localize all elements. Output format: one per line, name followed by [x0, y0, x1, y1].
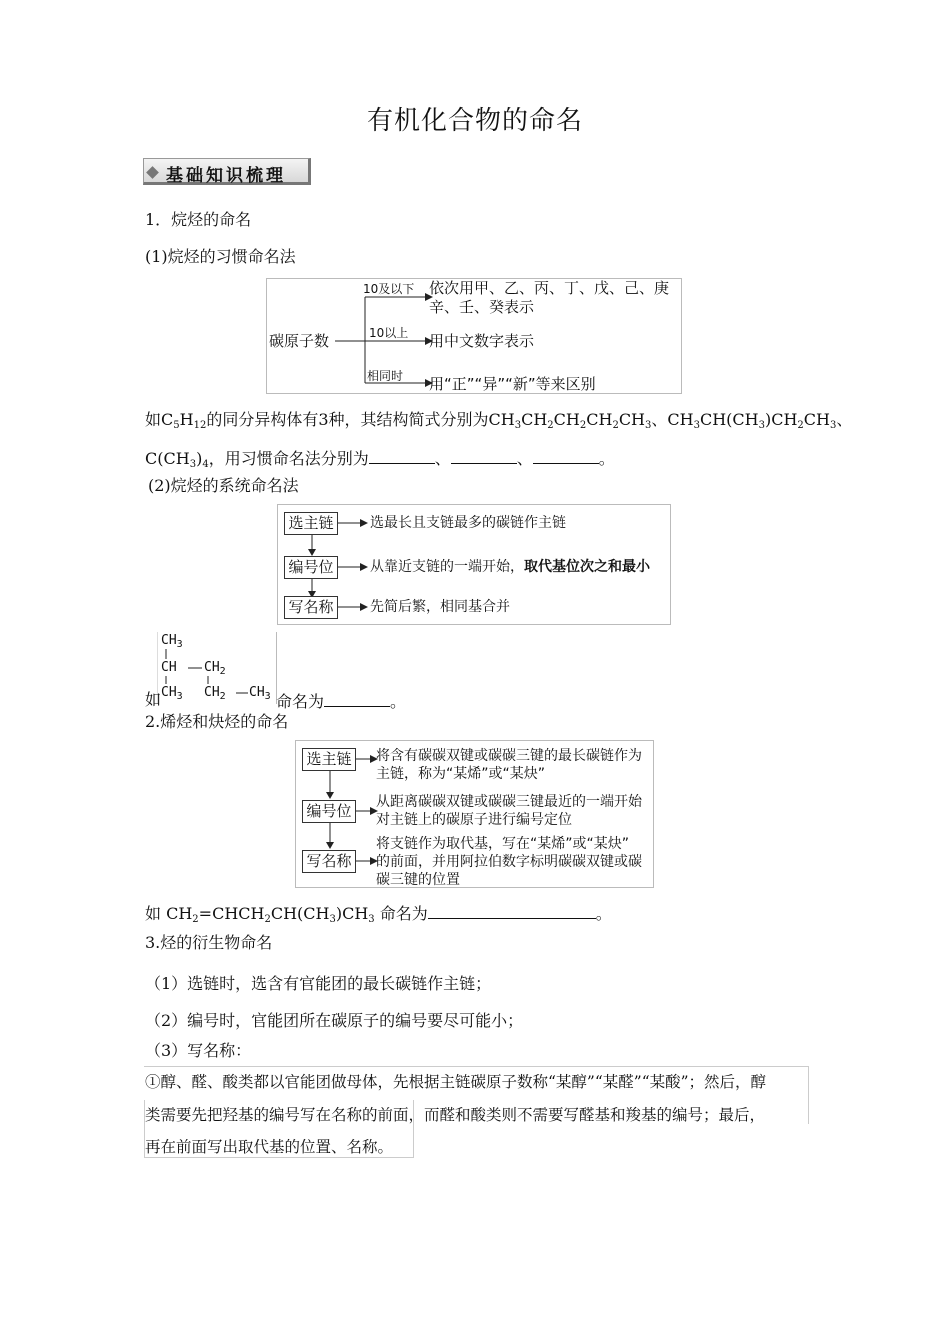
struct-ch2-bottom: $CH_2$ [204, 685, 226, 702]
alkene-step3-l1: 将支链作为取代基，写在“某烯”或“某炔” [376, 836, 630, 852]
alkene-step-number: 编号位 [302, 800, 356, 823]
section3-p1: （1）选链时，选含有官能团的最长碳链作主链； [145, 974, 492, 993]
step1-desc: 选最长且支链最多的碳链作主链 [370, 515, 566, 531]
alkene-step1-l2: 主链，称为“某烯”或“某炔” [376, 766, 546, 782]
alkene-step1-l1: 将含有碳碳双键或碳碳三键的最长碳链作为 [376, 748, 642, 764]
struct-prefix: 如 [145, 690, 162, 709]
alkene-step-write: 写名称 [302, 850, 356, 873]
section3-p3: （3）写名称： [145, 1041, 252, 1060]
pentane-example-line2: $C(CH_3)_4$，用习惯命名法分别为 、 、 。 [145, 449, 615, 470]
section3-p4-line3: 再在前面写出取代基的位置、名称。 [145, 1138, 394, 1156]
section3-p2: （2）编号时，官能团所在碳原子的编号要尽可能小； [145, 1011, 524, 1030]
step-select-chain: 选主链 [284, 512, 338, 535]
step3-desc: 先简后繁，相同基合并 [370, 599, 510, 615]
struct-ch: CH [161, 660, 177, 675]
section1-sub1: (1)烷烃的习惯命名法 [145, 247, 296, 266]
struct-ch3-top: $CH_3$ [161, 633, 183, 650]
alkene-step2-l2: 对主链上的碳原子进行编号定位 [376, 812, 572, 828]
structural-formula [157, 632, 277, 704]
system-naming-diagram [277, 504, 671, 625]
branch1-text-1: 依次用甲、乙、丙、丁、戊、己、庚 [429, 279, 670, 297]
branch3-text: 用“正”“异”“新”等来区别 [429, 375, 596, 393]
branch2-text: 用中文数字表示 [429, 332, 535, 350]
alkene-naming-diagram [295, 740, 654, 888]
branch2-label: 10以上 [369, 326, 409, 340]
section1-sub2: (2)烷烃的系统命名法 [148, 476, 299, 495]
answer-blank-5[interactable] [428, 902, 596, 919]
alkene-step3-l3: 碳三键的位置 [376, 872, 460, 888]
step-number: 编号位 [284, 556, 338, 579]
alkene-example: 如 $CH_2=CHCH_2CH(CH_3)CH_3$ 命名为 。 [145, 904, 612, 925]
section3-p4-line2: 类需要先把羟基的编号写在名称的前面，而醛和酸类则不需要写醛基和羧基的编号；最后， [145, 1106, 766, 1124]
struct-name-line: 命名为 。 [276, 692, 407, 711]
answer-blank-2[interactable] [451, 447, 517, 464]
page-title: 有机化合物的命名 [366, 106, 583, 136]
branch1-label: 10及以下 [363, 282, 415, 296]
diamond-icon [146, 166, 159, 179]
pentane-example-line1: 如$C_5H_{12}$的同分异构体有3种，其结构简式分别为$CH_3CH_2CH_2CH_2CH_3$、$CH_3CH(CH_3)CH_2CH_3$、 [145, 410, 853, 431]
section3-heading: 3.烃的衍生物命名 [145, 933, 273, 952]
step2-desc: 从靠近支链的一端开始，取代基位次之和最小 [370, 559, 650, 575]
alkene-step-select: 选主链 [302, 748, 356, 771]
struct-ch3-bottom: $CH_3$ [161, 685, 183, 702]
branch3-label: 相同时 [367, 369, 404, 383]
struct-ch3-right: $CH_3$ [249, 685, 271, 702]
banner-label: 基础知识梳理 [166, 166, 286, 186]
root-label: 碳原子数 [269, 332, 330, 350]
answer-blank-3[interactable] [533, 447, 599, 464]
section3-p4-line1: ①醇、醛、酸类都以官能团做母体，先根据主链碳原子数称“某醇”“某醛”“某酸”；然后，醇 [145, 1073, 767, 1091]
answer-blank-4[interactable] [324, 690, 390, 707]
answer-blank-1[interactable] [369, 447, 435, 464]
section-banner [143, 158, 311, 185]
section1-heading: 1．烷烃的命名 [145, 210, 252, 229]
alkene-step2-l1: 从距离碳碳双键或碳碳三键最近的一端开始 [376, 794, 642, 810]
branch1-text-2: 辛、壬、癸表示 [429, 298, 535, 316]
alkene-step3-l2: 的前面，并用阿拉伯数字标明碳碳双键或碳 [376, 854, 642, 870]
step-write-name: 写名称 [284, 596, 338, 619]
section2-heading: 2.烯烃和炔烃的命名 [145, 712, 289, 731]
habit-naming-diagram [266, 278, 682, 394]
struct-ch2-top: $CH_2$ [204, 660, 226, 677]
